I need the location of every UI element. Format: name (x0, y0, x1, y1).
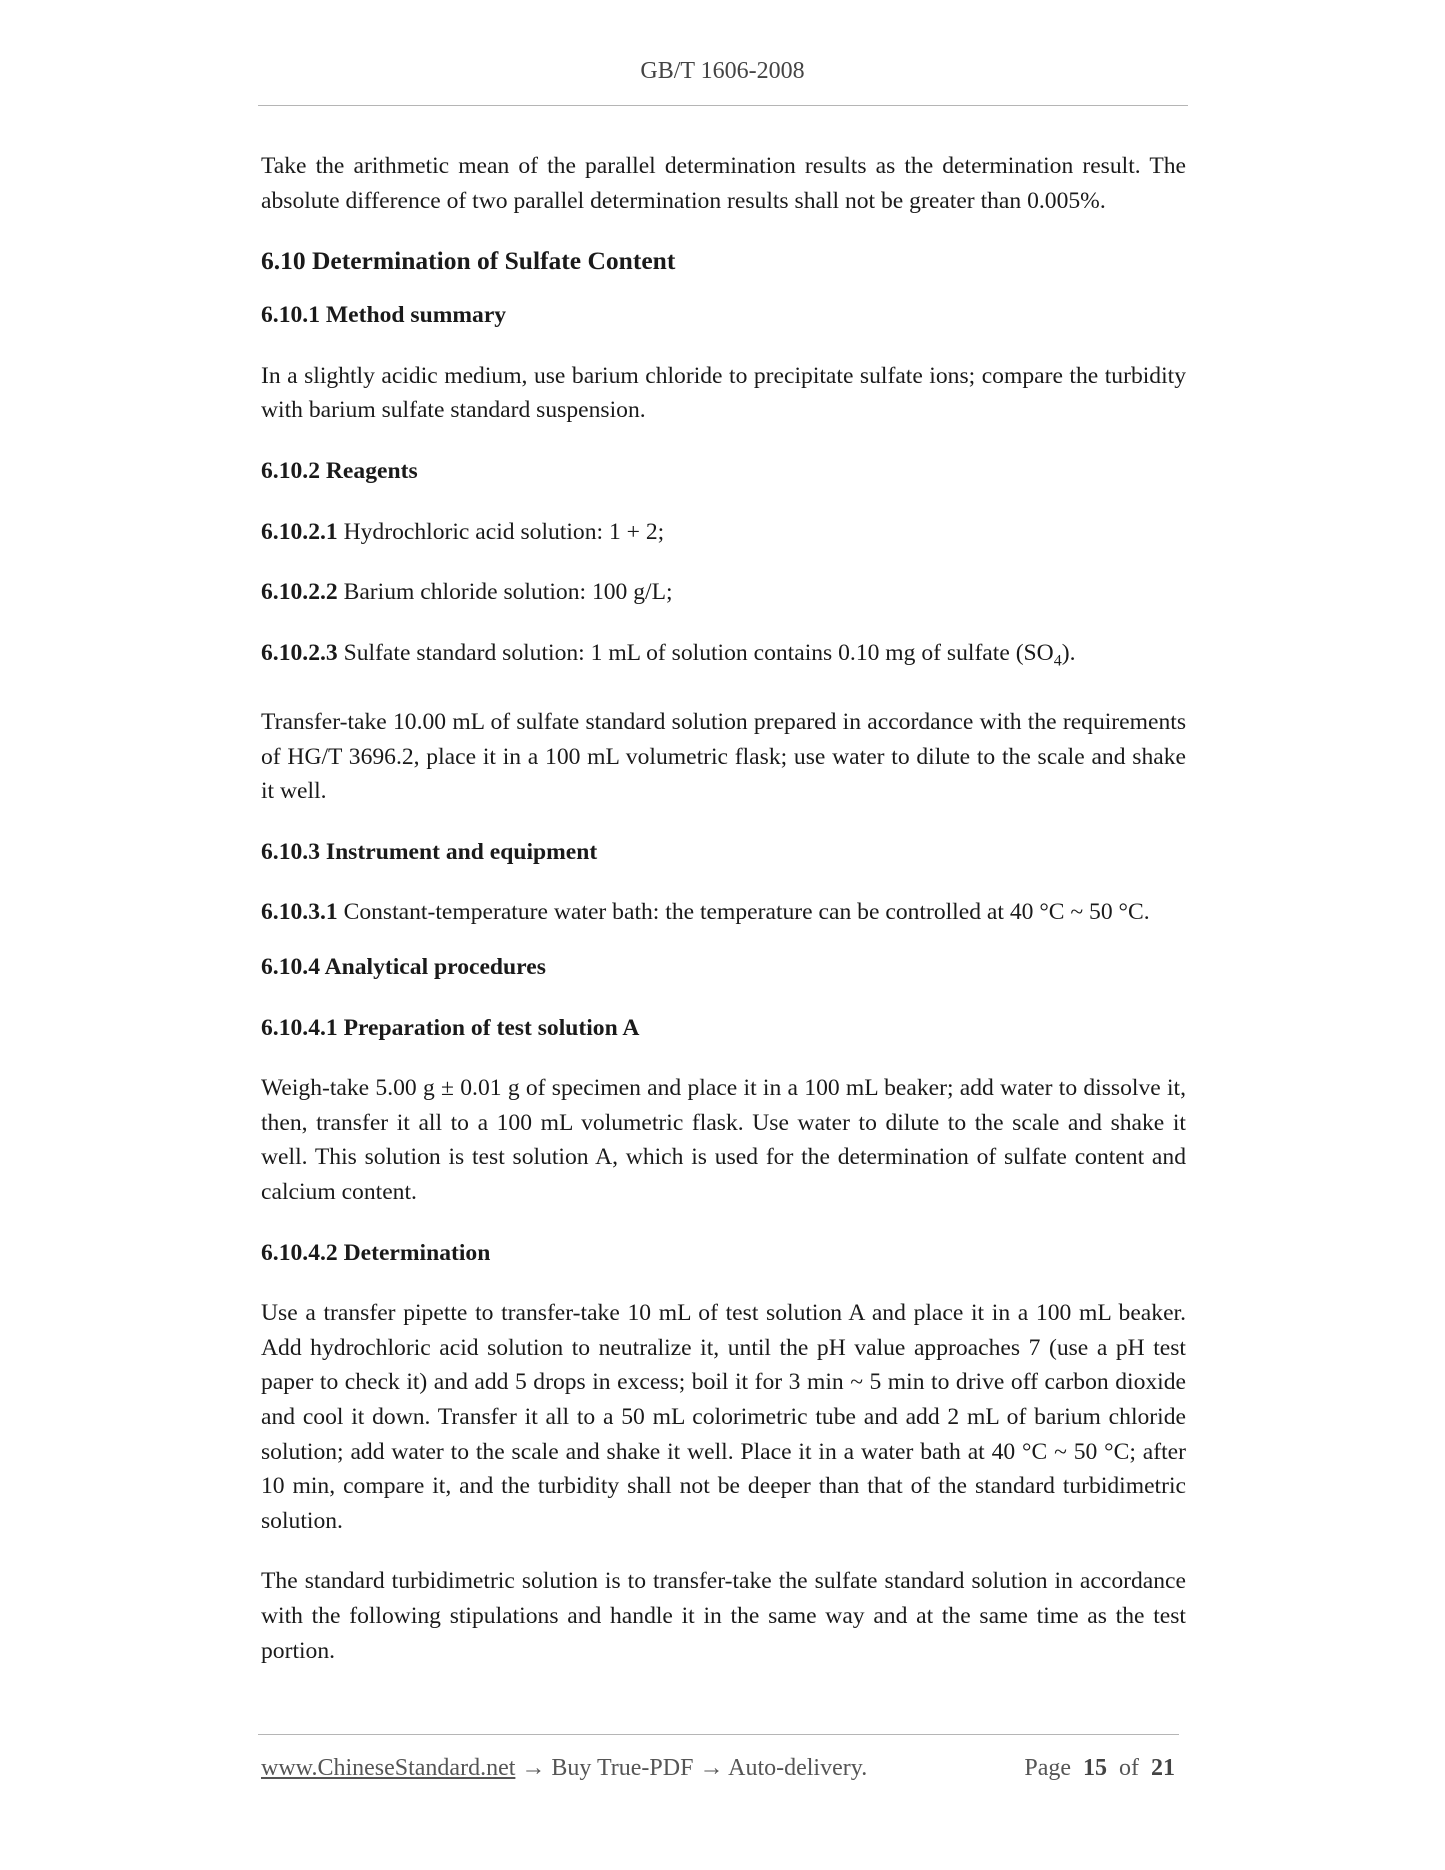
paragraph-method-summary: In a slightly acidic medium, use barium chloride to precipitate sulfate ions; compare the turbidity with barium sulfate standard suspension. (261, 362, 1186, 424)
subsection-heading-6-10-3: 6.10.3 Instrument and equipment (261, 838, 598, 865)
page-indicator (1024, 1755, 1175, 1782)
subsection-heading-6-10-1: 6.10.1 Method summary (261, 302, 507, 329)
page-footer (261, 1755, 1179, 1782)
reagent-item-6-10-2-1 (261, 515, 1186, 550)
reagent-item-6-10-2-2 (261, 575, 1186, 610)
section-heading-6-10: 6.10 Determination of Sulfate Content (261, 246, 676, 276)
footer-promo-text: → Buy True-PDF → Auto-delivery. (515, 1755, 868, 1781)
page-of-label: of (1119, 1755, 1139, 1781)
page-label: Page (1024, 1755, 1071, 1781)
clause-text: Sulfate standard solution: 1 mL of solution contains 0.10 mg of sulfate (SO (337, 639, 1054, 666)
reagent-item-6-10-2-3 (261, 636, 1186, 679)
footer-divider (258, 1734, 1179, 1735)
clause-number: 6.10.2.2 (261, 579, 338, 606)
paragraph-arithmetic-mean: Take the arithmetic mean of the parallel determination results as the determination result. The absolute difference of two parallel determination results shall not be greater than 0.005%. (261, 153, 1186, 214)
current-page-number: 15 (1083, 1755, 1107, 1781)
page-header-title: GB/T 1606-2008 (640, 58, 805, 84)
clause-number: 6.10.2.1 (261, 518, 338, 545)
subsection-heading-6-10-4-1: 6.10.4.1 Preparation of test solution A (261, 1014, 640, 1041)
clause-number: 6.10.3.1 (261, 899, 338, 926)
header-divider (258, 105, 1188, 106)
chinesestandard-link[interactable]: www.ChineseStandard.net (261, 1755, 516, 1781)
clause-text: Barium chloride solution: 100 g/L; (337, 579, 673, 606)
paragraph-test-solution-a: Weigh-take 5.00 g ± 0.01 g of specimen and place it in a 100 mL beaker; add water to dissolve it, then, transfer it all to a 100 mL volumetric flask. Use water to dilute to the scale and shake it well. This solution is test solution A, which is used for the determination of sulfate content and calcium content. (261, 1075, 1186, 1205)
subsection-heading-6-10-4: 6.10.4 Analytical procedures (261, 954, 546, 981)
paragraph-standard-turbidimetric: The standard turbidimetric solution is to transfer-take the sulfate standard solution in accordance with the following stipulations and handle it in the same way and at the same time as the test portion. (261, 1568, 1186, 1664)
clause-text: Hydrochloric acid solution: 1 + 2; (337, 518, 665, 545)
clause-text: Constant-temperature water bath: the temperature can be controlled at 40 °C ~ 50 °C. (337, 899, 1150, 926)
total-page-number: 21 (1151, 1755, 1175, 1781)
paragraph-determination: Use a transfer pipette to transfer-take 10 mL of test solution A and place it in a 100 mL beaker. Add hydrochloric acid solution to neutralize it, until the pH value approaches 7 (use a pH test paper to check it) and add 5 drops in excess; boil it for 3 min ~ 5 min to drive off carbon dioxide and cool it down. Transfer it all to a 50 mL colorimetric tube and add 2 mL of barium chloride solution; add water to the scale and shake it well. Place it in a water bath at 40 °C ~ 50 °C; after 10 min, compare it, and the turbidity shall not be deeper than that of the standard turbidimetric solution. (261, 1300, 1186, 1534)
clause-text-end: ). (1061, 639, 1076, 666)
paragraph-transfer-take: Transfer-take 10.00 mL of sulfate standard solution prepared in accordance with the requirements of HG/T 3696.2, place it in a 100 mL volumetric flask; use water to dilute to the scale and shake it well. (261, 709, 1186, 805)
document-body (261, 149, 1186, 1668)
clause-number: 6.10.2.3 (261, 639, 338, 666)
footer-promo (261, 1755, 867, 1781)
subscript: 4 (1053, 652, 1062, 670)
equipment-item-6-10-3-1 (261, 895, 1186, 930)
subsection-heading-6-10-4-2: 6.10.4.2 Determination (261, 1239, 491, 1266)
subsection-heading-6-10-2: 6.10.2 Reagents (261, 457, 418, 484)
